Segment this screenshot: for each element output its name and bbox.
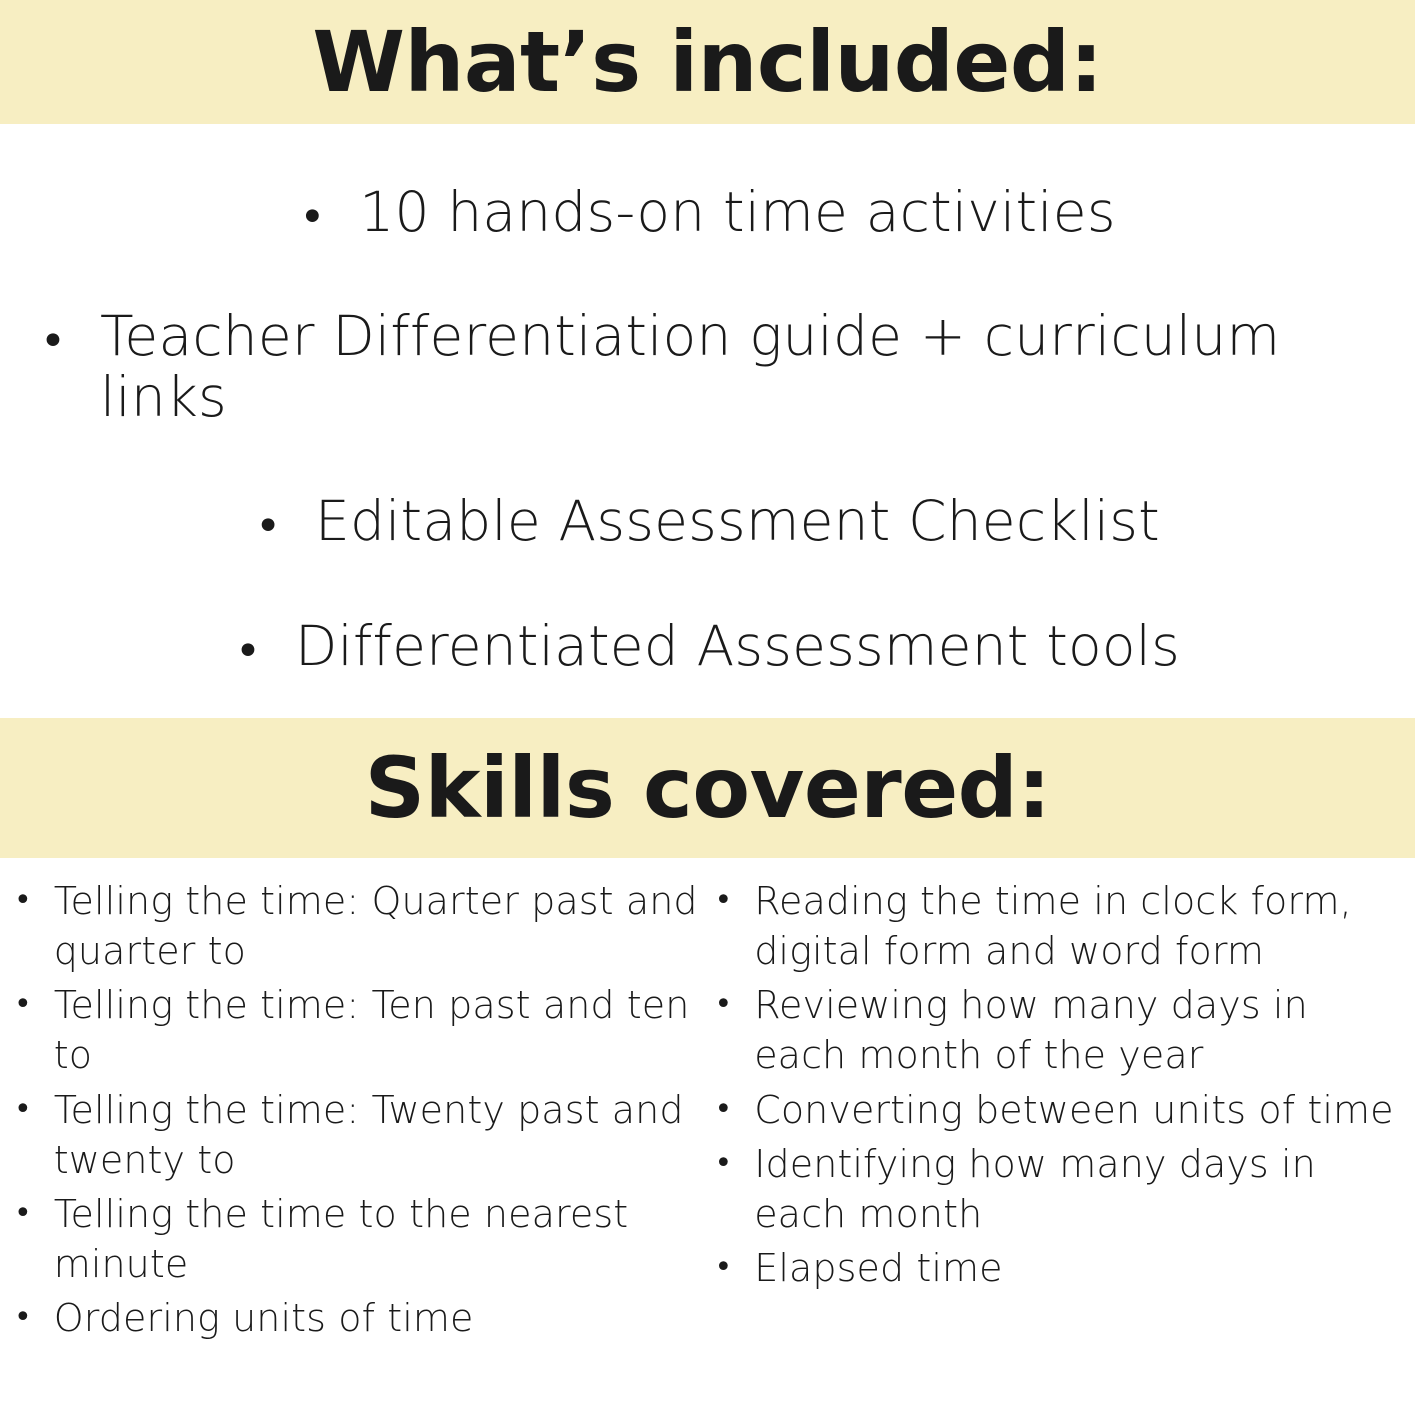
skills-left-column xyxy=(14,876,701,1405)
bullet-icon: • xyxy=(299,191,326,243)
bullet-icon: • xyxy=(14,1195,32,1231)
bullet-icon: • xyxy=(14,1300,32,1336)
list-item xyxy=(0,491,1415,552)
skills-covered-list xyxy=(0,858,1415,1415)
skills-covered-banner xyxy=(0,718,1415,858)
bullet-icon: • xyxy=(714,1091,733,1127)
bullet-icon: • xyxy=(235,625,261,677)
list-item xyxy=(715,980,1402,1080)
list-item-label: Differentiated Assessment tools xyxy=(294,613,1180,678)
list-item xyxy=(14,1085,701,1185)
list-item xyxy=(715,1085,1402,1135)
list-item-label: Reviewing how many days in each month of the year xyxy=(754,983,1308,1078)
list-item-label: Telling the time to the nearest minute xyxy=(53,1191,629,1287)
list-item xyxy=(0,613,1415,678)
skills-covered-heading: Skills covered: xyxy=(364,739,1051,837)
whats-included-list xyxy=(0,124,1415,718)
skills-right-column xyxy=(715,876,1402,1405)
list-item-label: Telling the time: Quarter past and quarter to xyxy=(53,879,698,974)
list-item xyxy=(0,179,1415,244)
list-item-label: Teacher Differentiation guide + curriculum links xyxy=(99,304,1281,429)
list-item xyxy=(14,876,701,976)
whats-included-banner xyxy=(0,0,1415,124)
list-item xyxy=(14,1293,701,1343)
bullet-icon: • xyxy=(714,987,733,1023)
bullet-icon: • xyxy=(255,501,282,553)
list-item-label: Ordering units of time xyxy=(53,1296,474,1341)
list-item-label: 10 hands-on time activities xyxy=(359,179,1116,244)
whats-included-heading: What’s included: xyxy=(312,13,1103,111)
list-item xyxy=(14,980,701,1080)
list-item-label: Converting between units of time xyxy=(754,1087,1394,1132)
list-item xyxy=(14,1189,701,1289)
bullet-icon: • xyxy=(714,1145,733,1181)
list-item-label: Reading the time in clock form, digital form and word form xyxy=(754,879,1352,974)
list-item-label: Editable Assessment Checklist xyxy=(315,489,1160,554)
list-item-label: Elapsed time xyxy=(754,1246,1003,1291)
bullet-icon: • xyxy=(14,1091,32,1127)
bullet-icon: • xyxy=(14,987,32,1023)
list-item xyxy=(0,306,1415,427)
list-item xyxy=(715,1243,1402,1293)
bullet-icon: • xyxy=(14,883,32,918)
list-item xyxy=(715,876,1402,976)
list-item-label: Identifying how many days in each month xyxy=(754,1141,1316,1236)
list-item xyxy=(715,1139,1402,1239)
bullet-icon: • xyxy=(714,1250,733,1286)
bullet-icon: • xyxy=(714,883,733,918)
list-item-label: Telling the time: Twenty past and twenty to xyxy=(53,1087,684,1182)
list-item-label: Telling the time: Ten past and ten to xyxy=(53,983,690,1078)
bullet-icon: • xyxy=(40,316,66,368)
